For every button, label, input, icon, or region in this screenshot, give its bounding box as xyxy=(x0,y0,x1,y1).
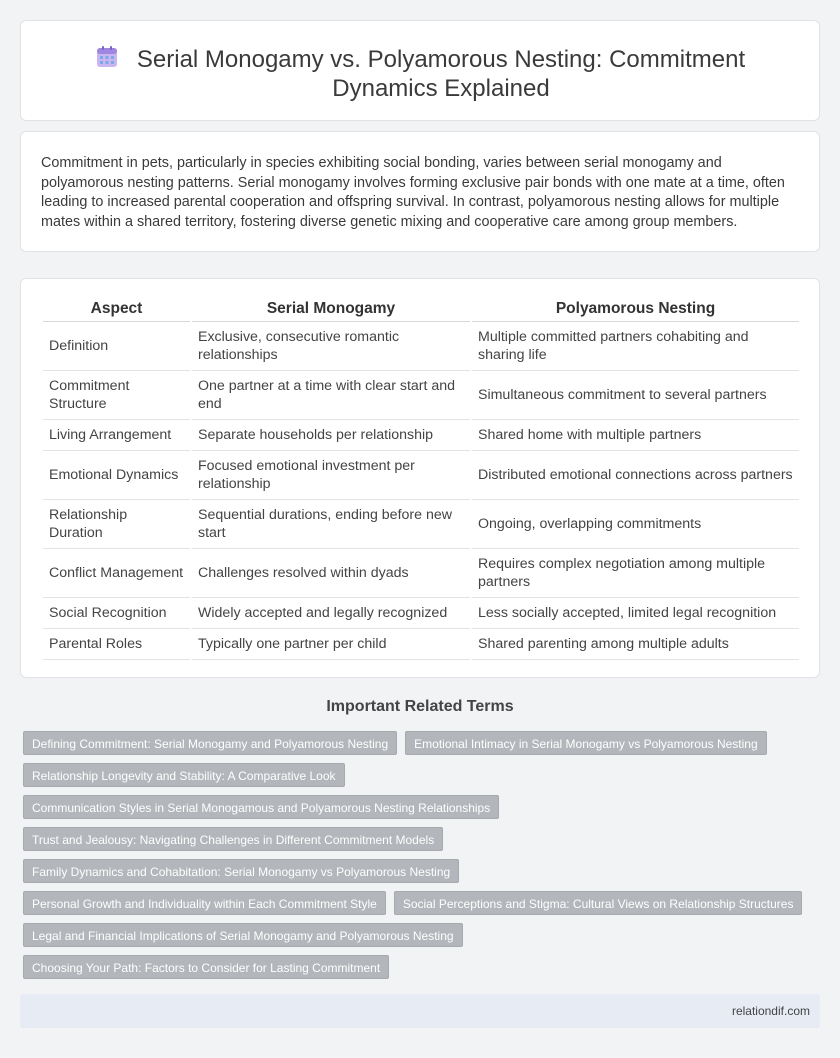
aspect-cell: Emotional Dynamics xyxy=(43,450,191,499)
related-term-link[interactable]: Trust and Jealousy: Navigating Challenges in Different Commitment Models xyxy=(23,827,443,851)
page-title: Serial Monogamy vs. Polyamorous Nesting: Commitment Dynamics Explained xyxy=(136,46,746,102)
poly-cell: Simultaneous commitment to several partners xyxy=(471,370,799,419)
poly-cell: Multiple committed partners cohabiting and sharing life xyxy=(471,321,799,370)
site-name: relationdif.com xyxy=(731,1004,810,1018)
related-term-link[interactable]: Relationship Longevity and Stability: A Comparative Look xyxy=(23,763,345,787)
intro-card xyxy=(20,131,820,252)
serial-cell: Exclusive, consecutive romantic relationships xyxy=(191,321,471,370)
serial-cell: Typically one partner per child xyxy=(191,628,471,659)
related-term-link[interactable]: Legal and Financial Implications of Serial Monogamy and Polyamorous Nesting xyxy=(23,923,463,947)
table-row xyxy=(43,499,799,548)
poly-cell: Less socially accepted, limited legal recognition xyxy=(471,597,799,628)
serial-cell: Focused emotional investment per relationship xyxy=(191,450,471,499)
related-terms-heading: Important Related Terms xyxy=(326,698,514,715)
serial-cell: Separate households per relationship xyxy=(191,419,471,450)
poly-cell: Shared home with multiple partners xyxy=(471,419,799,450)
poly-cell: Distributed emotional connections across partners xyxy=(471,450,799,499)
aspect-cell: Conflict Management xyxy=(43,548,191,597)
comparison-card xyxy=(20,278,820,678)
table-row xyxy=(43,419,799,450)
header-aspect: Aspect xyxy=(43,297,191,321)
related-term-link[interactable]: Communication Styles in Serial Monogamous and Polyamorous Nesting Relationships xyxy=(23,795,499,819)
header-serial-monogamy: Serial Monogamy xyxy=(191,297,471,321)
table-row xyxy=(43,370,799,419)
poly-cell: Shared parenting among multiple adults xyxy=(471,628,799,659)
title-card xyxy=(20,20,820,121)
related-terms-list xyxy=(23,731,823,987)
table-row xyxy=(43,450,799,499)
related-term-link[interactable]: Personal Growth and Individuality within Each Commitment Style xyxy=(23,891,386,915)
related-term-link[interactable]: Defining Commitment: Serial Monogamy and Polyamorous Nesting xyxy=(23,731,397,755)
aspect-cell: Parental Roles xyxy=(43,628,191,659)
aspect-cell: Living Arrangement xyxy=(43,419,191,450)
table-row xyxy=(43,628,799,659)
poly-cell: Ongoing, overlapping commitments xyxy=(471,499,799,548)
related-term-link[interactable]: Social Perceptions and Stigma: Cultural Views on Relationship Structures xyxy=(394,891,803,915)
aspect-cell: Commitment Structure xyxy=(43,370,191,419)
serial-cell: Sequential durations, ending before new start xyxy=(191,499,471,548)
table-header-row xyxy=(43,297,799,321)
poly-cell: Requires complex negotiation among multiple partners xyxy=(471,548,799,597)
aspect-cell: Relationship Duration xyxy=(43,499,191,548)
related-term-link[interactable]: Family Dynamics and Cohabitation: Serial Monogamy vs Polyamorous Nesting xyxy=(23,859,459,883)
comparison-table xyxy=(43,297,799,660)
aspect-cell: Definition xyxy=(43,321,191,370)
header-polyamorous-nesting: Polyamorous Nesting xyxy=(471,297,799,321)
related-term-link[interactable]: Choosing Your Path: Factors to Consider for Lasting Commitment xyxy=(23,955,389,979)
serial-cell: One partner at a time with clear start and end xyxy=(191,370,471,419)
footer xyxy=(20,994,820,1028)
table-row xyxy=(43,321,799,370)
aspect-cell: Social Recognition xyxy=(43,597,191,628)
related-term-link[interactable]: Emotional Intimacy in Serial Monogamy vs Polyamorous Nesting xyxy=(405,731,766,755)
serial-cell: Challenges resolved within dyads xyxy=(191,548,471,597)
serial-cell: Widely accepted and legally recognized xyxy=(191,597,471,628)
intro-paragraph: Commitment in pets, particularly in species exhibiting social bonding, varies between serial monogamy and polyamorous nesting patterns. Serial monogamy involves forming exclusive pair bonds with one mate at a time, often leading to increased parental cooperation and offspring survival. In contrast, polyamorous nesting allows for multiple mates within a shared territory, fostering diverse genetic mixing and cooperative care among group members. xyxy=(41,155,785,230)
table-row xyxy=(43,548,799,597)
table-row xyxy=(43,597,799,628)
